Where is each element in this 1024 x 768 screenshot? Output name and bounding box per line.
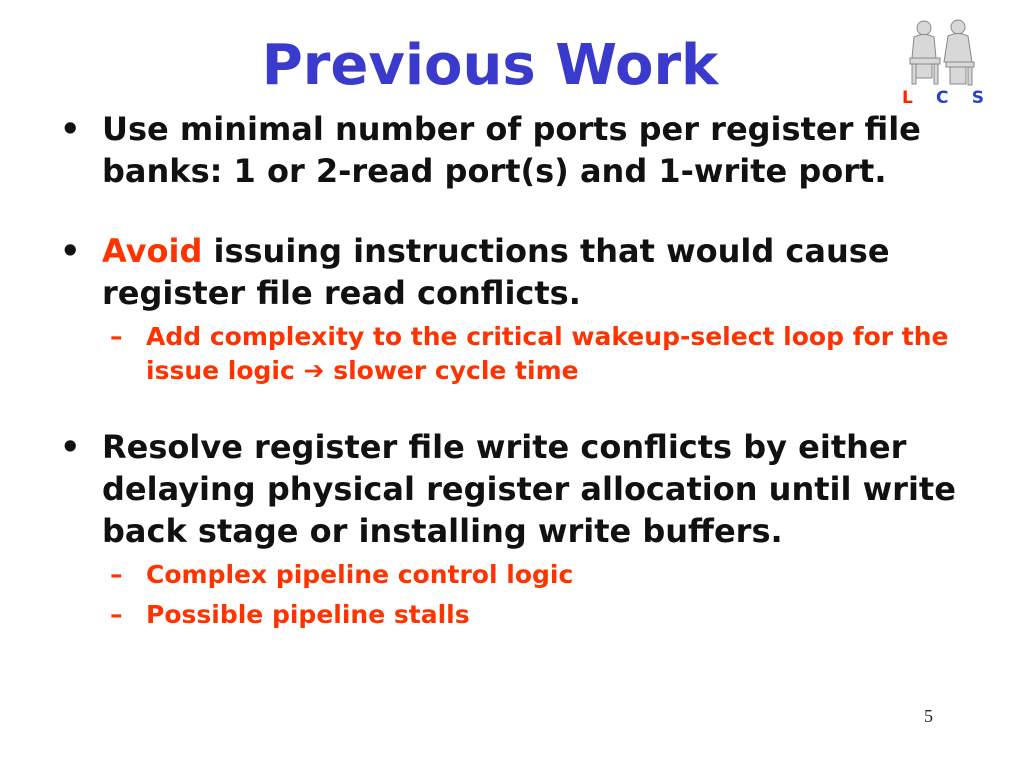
sub-bullet-text: Add complexity to the critical wakeup-select loop for the issue logic xyxy=(146,322,949,385)
logo-letter-l: L xyxy=(902,88,913,108)
logo-letter-c: C xyxy=(936,88,949,108)
bullet-dot: • xyxy=(60,428,81,466)
bullet-text: Resolve register file write conflicts by either delaying physical register allocation until write back stage or installing write buffers. xyxy=(102,428,956,550)
bullet-item xyxy=(54,230,984,314)
sub-bullet-item xyxy=(54,558,984,592)
bullet-text: issuing instructions that would cause register file read conflicts. xyxy=(102,232,890,312)
lcs-logo xyxy=(902,18,984,114)
sub-bullet-item xyxy=(54,598,984,632)
slide-title: Previous Work xyxy=(261,33,719,98)
bullet-item xyxy=(54,108,984,192)
sub-bullet-item xyxy=(54,320,984,388)
sub-bullet-text: slower cycle time xyxy=(324,356,579,385)
bullet-text: Use minimal number of ports per register file banks: 1 or 2-read port(s) and 1-write port. xyxy=(102,110,921,190)
sub-bullet-text: Possible pipeline stalls xyxy=(146,600,470,629)
bullet-highlight: Avoid xyxy=(102,232,203,270)
sub-bullet-dash: – xyxy=(110,322,123,351)
page-number: 5 xyxy=(924,706,933,726)
bullet-dot: • xyxy=(60,110,81,148)
logo-letters xyxy=(902,88,984,108)
sub-bullet-dash: – xyxy=(110,560,123,589)
sub-bullet-text: Complex pipeline control logic xyxy=(146,560,574,589)
statue-figures-icon xyxy=(902,18,984,90)
sub-bullet-dash: – xyxy=(110,600,123,629)
slide-body xyxy=(54,108,984,632)
bullet-dot: • xyxy=(60,232,81,270)
logo-letter-s: S xyxy=(971,88,984,108)
right-arrow-icon: ➔ xyxy=(303,356,325,385)
bullet-item xyxy=(54,426,984,552)
